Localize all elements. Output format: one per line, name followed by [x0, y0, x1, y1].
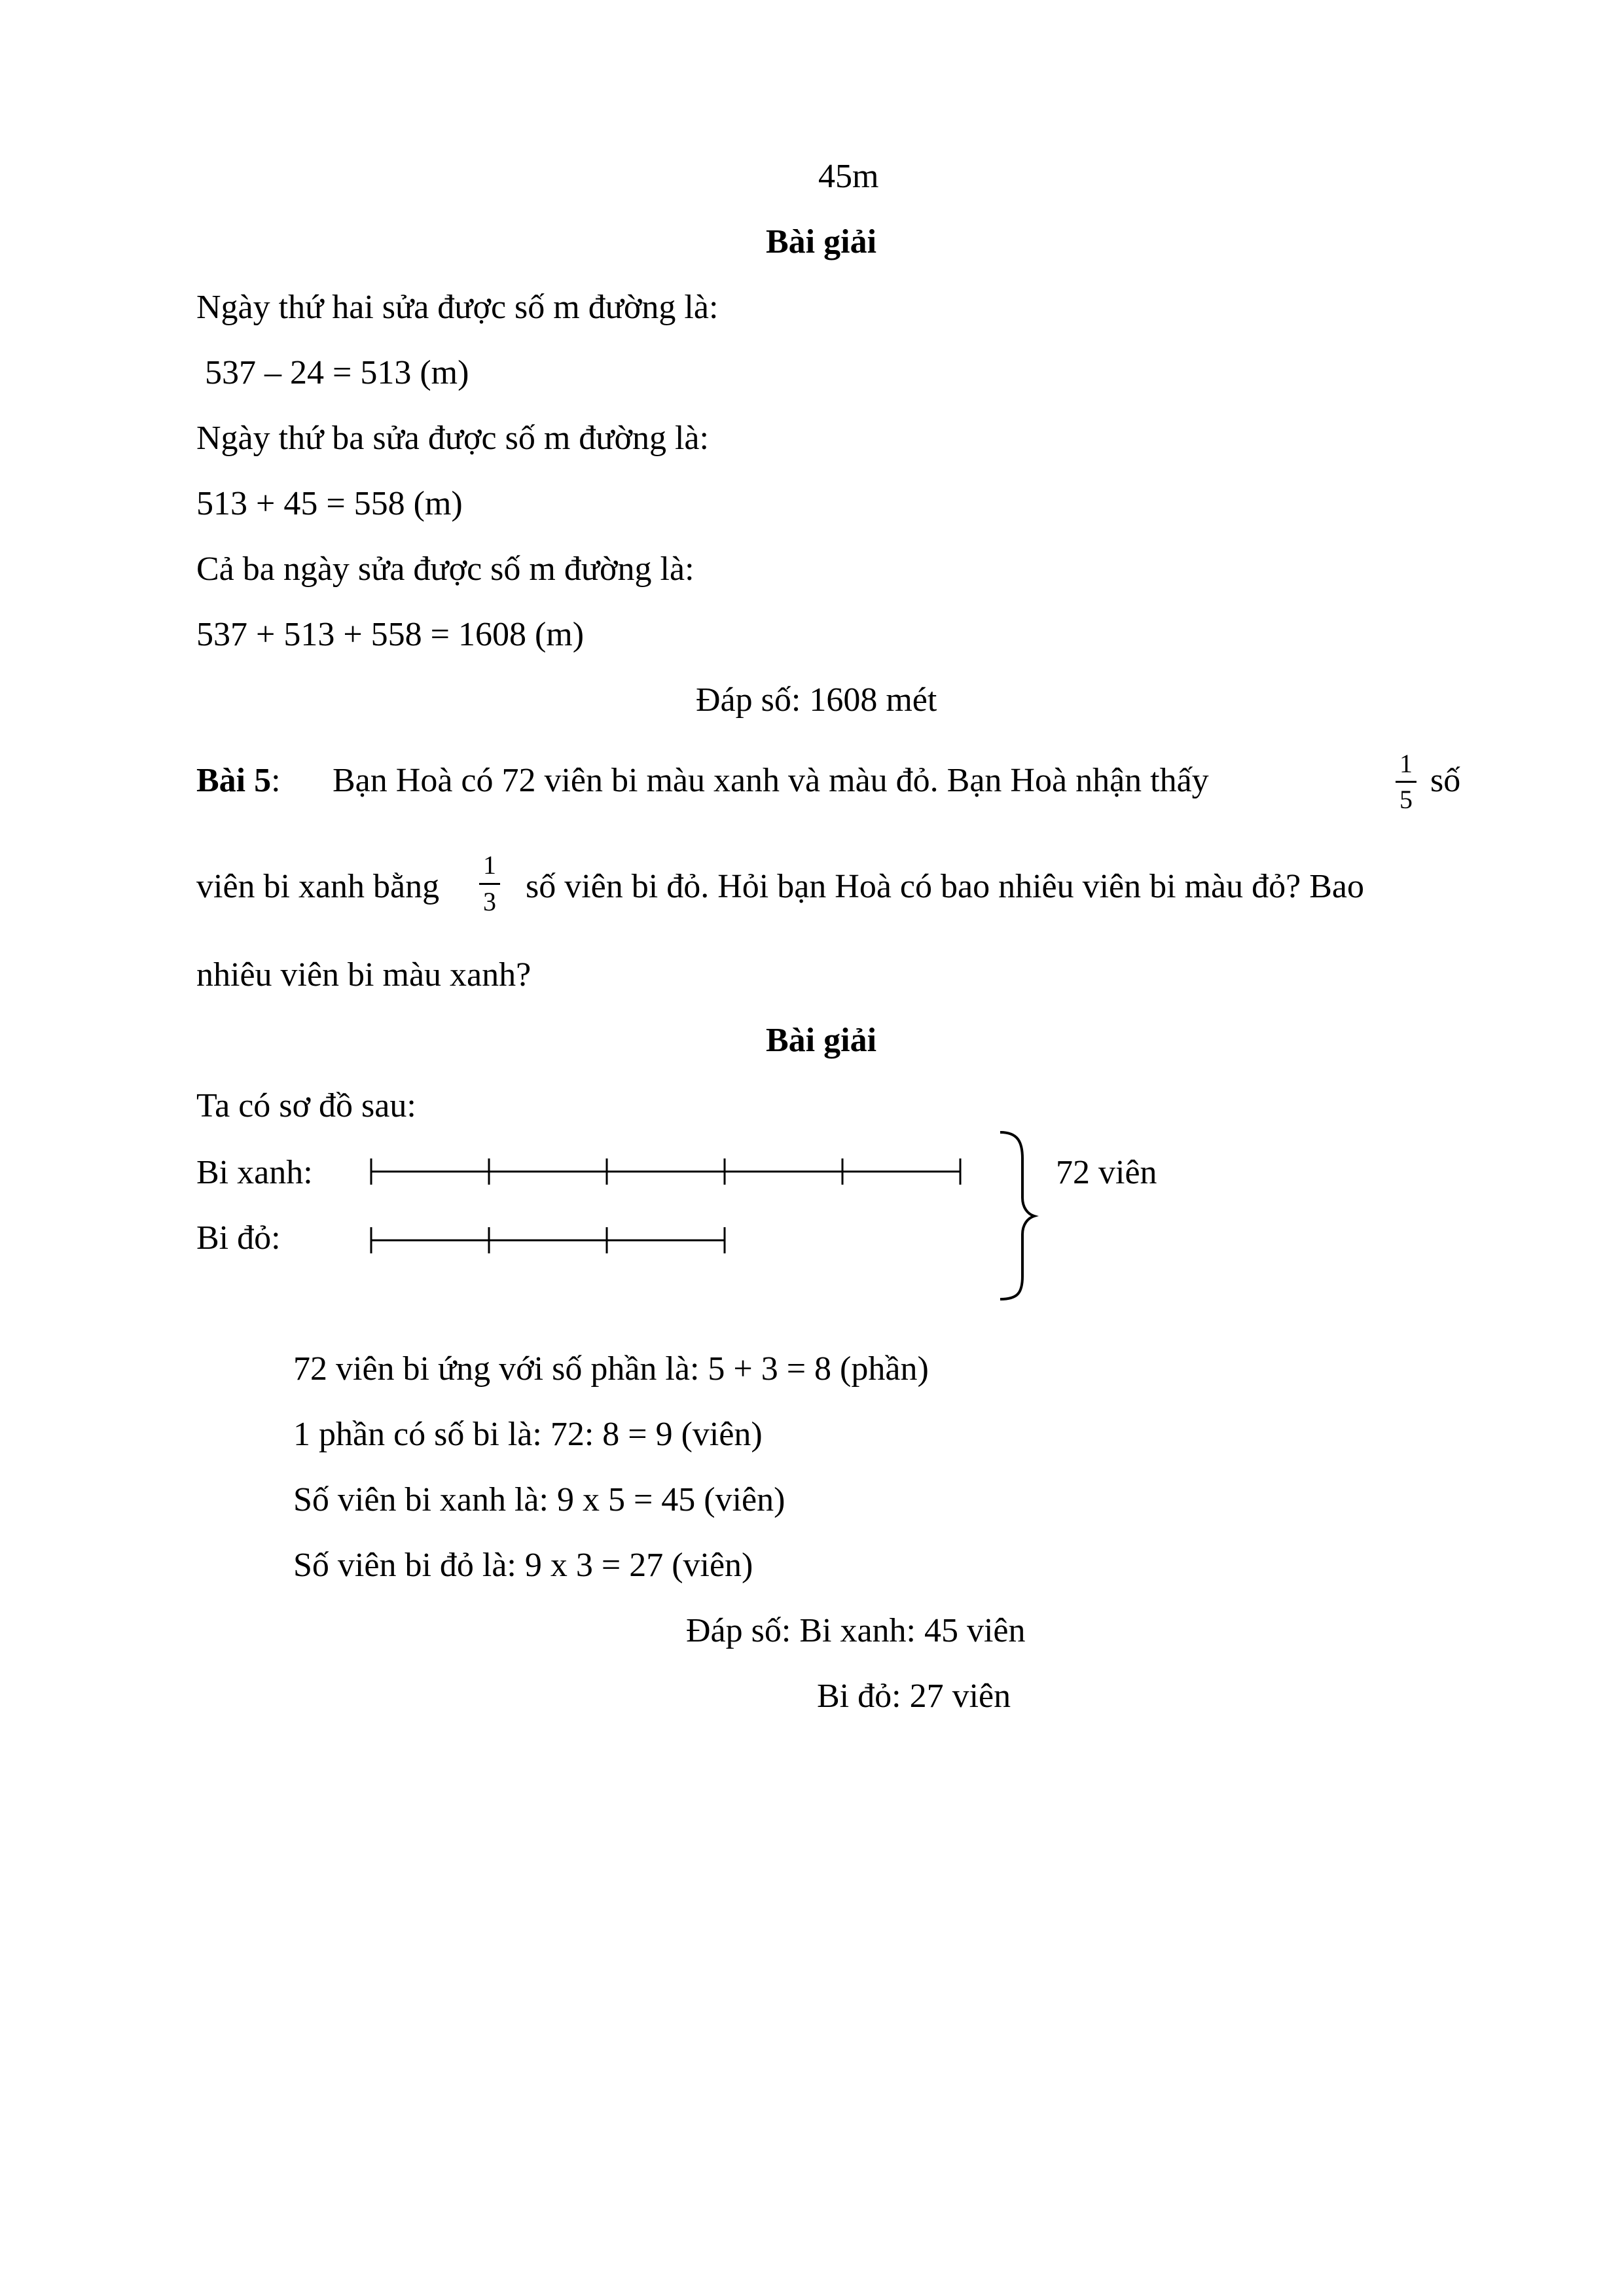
problem5-text-part4: số viên bi đỏ. Hỏi bạn Hoà có bao nhiêu viên bi màu đỏ? Bao [526, 868, 1364, 905]
solution-heading-1: Bài giải [766, 223, 877, 260]
diagram-row1-label: Bi xanh: [196, 1154, 313, 1191]
problem5-colon: : [271, 762, 281, 799]
problem5-text-part2: số [1430, 762, 1461, 799]
blue-marbles-segment [371, 1158, 960, 1185]
problem5-text-part1: Bạn Hoà có 72 viên bi màu xanh và màu đỏ. Bạn Hoà nhận thấy [333, 762, 1209, 799]
fraction-2-numerator: 1 [483, 850, 496, 880]
curly-brace [1000, 1132, 1034, 1299]
problem5-text-part3: viên bi xanh bằng [196, 868, 440, 905]
solution-answer-line1: Đáp số: Bi xanh: 45 viên [686, 1612, 1026, 1649]
solution-step-2: 1 phần có số bi là: 72: 8 = 9 (viên) [293, 1416, 763, 1453]
solution-step-1: 72 viên bi ứng với số phần là: 5 + 3 = 8 (phần) [293, 1350, 929, 1388]
solution-step-3: Số viên bi xanh là: 9 x 5 = 45 (viên) [293, 1481, 785, 1518]
prev-step-5: Cả ba ngày sửa được số m đường là: [196, 550, 695, 588]
red-marbles-segment [371, 1227, 725, 1253]
prev-step-3: Ngày thứ ba sửa được số m đường là: [196, 420, 709, 457]
prev-step-4: 513 + 45 = 558 (m) [196, 485, 463, 522]
fraction-1-denominator: 5 [1399, 785, 1413, 814]
prev-step-2: 537 – 24 = 513 (m) [196, 354, 469, 391]
problem5-label: Bài 5 [196, 762, 272, 799]
fraction-1-numerator: 1 [1399, 749, 1413, 778]
solution-heading-2: Bài giải [766, 1022, 877, 1059]
diagram-total-label: 72 viên [1056, 1154, 1157, 1191]
prev-step-6: 537 + 513 + 558 = 1608 (m) [196, 616, 585, 653]
top-label: 45m [818, 158, 879, 195]
prev-answer: Đáp số: 1608 mét [696, 681, 937, 719]
solution-answer-line2: Bi đỏ: 27 viên [817, 1677, 1011, 1715]
fraction-2-denominator: 3 [483, 887, 496, 916]
solution-step-4: Số viên bi đỏ là: 9 x 3 = 27 (viên) [293, 1547, 753, 1584]
prev-step-1: Ngày thứ hai sửa được số m đường là: [196, 289, 719, 326]
diagram-intro: Ta có sơ đồ sau: [196, 1087, 416, 1124]
problem5-text-part5: nhiêu viên bi màu xanh? [196, 956, 532, 994]
diagram-row2-label: Bi đỏ: [196, 1219, 281, 1257]
